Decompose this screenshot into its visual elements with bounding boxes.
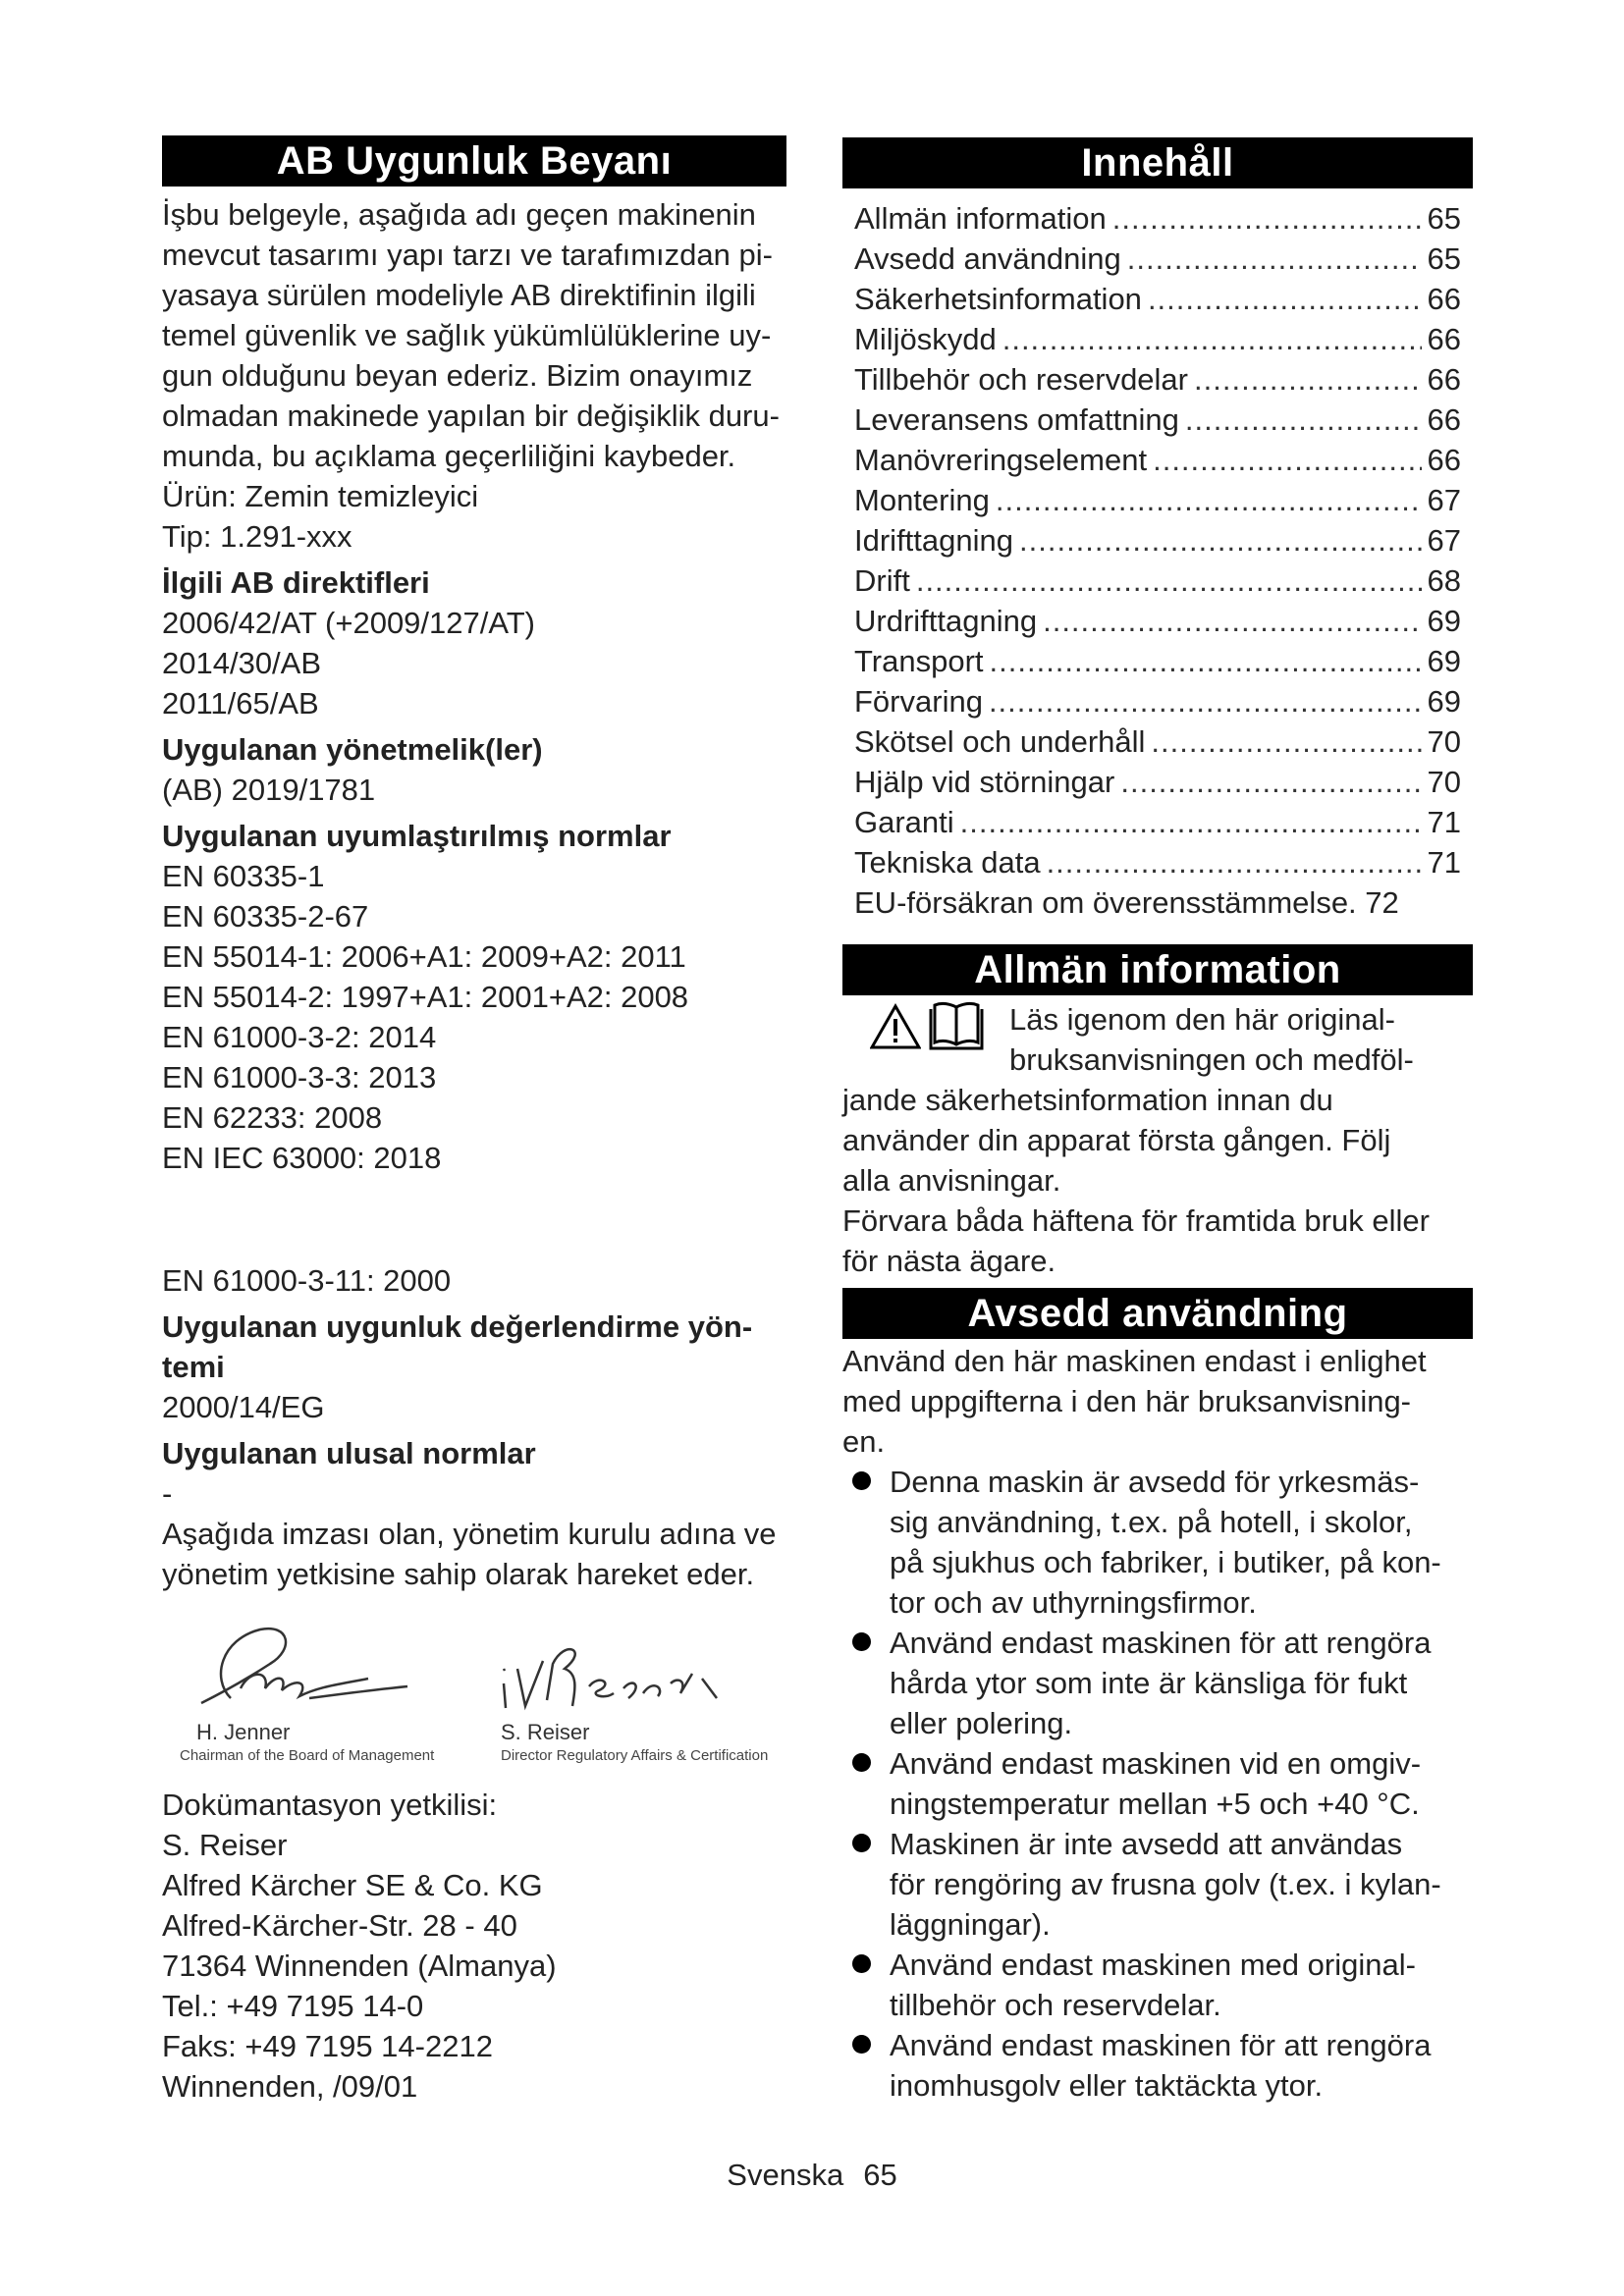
signature-jenner	[172, 1610, 427, 1723]
toc-page: 70	[1427, 724, 1461, 759]
contact-line: S. Reiser	[162, 1828, 288, 1862]
toc-page: 68	[1427, 563, 1461, 598]
toc-label: EU-försäkran om överensstämmelse. 72	[854, 885, 1399, 920]
signatures	[162, 1610, 786, 1777]
toc-label: Drift	[854, 563, 910, 598]
toc-label: Tekniska data	[854, 845, 1041, 880]
toc-label: Miljöskydd	[854, 322, 997, 356]
table-of-contents	[842, 198, 1473, 923]
norm-item: EN 61000-3-2: 2014	[162, 1020, 437, 1054]
type-line: Tip: 1.291-xxx	[162, 519, 352, 554]
norm-item: EN 61000-3-11: 2000	[162, 1263, 452, 1298]
bullet-icon	[852, 1471, 871, 1490]
toc-entry[interactable]	[842, 239, 1473, 279]
toc-page: 69	[1427, 684, 1461, 719]
toc-page: 66	[1427, 282, 1461, 316]
intro-line: yasaya sürülen modeliyle AB direktifinin ilgili	[162, 278, 756, 312]
toc-label: Montering	[854, 483, 990, 517]
intro-line: İşbu belgeyle, aşağıda adı geçen makinenin	[162, 197, 756, 232]
signer-role: Director Regulatory Affairs & Certification	[501, 1747, 769, 1764]
declaration-intro	[162, 194, 786, 1178]
norm-item: EN 60335-1	[162, 859, 325, 893]
signatory-line: yönetim yetkisine sahip olarak hareket eder.	[162, 1557, 755, 1591]
bullet-item: Använd endast maskinen med original- tillbehör och reservdelar.	[842, 1945, 1473, 2025]
toc-entry[interactable]	[842, 400, 1473, 440]
general-line: bruksanvisningen och medföl-	[1009, 1042, 1414, 1077]
toc-entry[interactable]	[842, 480, 1473, 520]
toc-entry[interactable]	[842, 641, 1473, 681]
toc-page: 67	[1427, 523, 1461, 558]
toc-entry[interactable]	[842, 842, 1473, 882]
documentation-contact	[162, 1785, 786, 2107]
toc-entry[interactable]	[842, 762, 1473, 802]
norm-item: EN 55014-1: 2006+A1: 2009+A2: 2011	[162, 939, 686, 974]
general-section	[842, 999, 1473, 1281]
norm-item: EN 60335-2-67	[162, 899, 369, 934]
toc-page: 69	[1427, 644, 1461, 678]
norm-item: EN IEC 63000: 2018	[162, 1141, 442, 1175]
footer-language: Svenska	[727, 2158, 844, 2192]
declaration-title: AB Uygunluk Beyanı	[162, 135, 786, 187]
toc-label: Idrifttagning	[854, 523, 1013, 558]
general-line: för nästa ägare.	[842, 1244, 1056, 1278]
toc-label: Säkerhetsinformation	[854, 282, 1142, 316]
toc-label: Förvaring	[854, 684, 983, 719]
intended-use-line: Använd den här maskinen endast i enlighet	[842, 1344, 1427, 1378]
bullet-icon	[852, 2035, 871, 2054]
toc-page: 71	[1427, 845, 1461, 880]
toc-page: 71	[1427, 805, 1461, 839]
intended-use-bullets	[842, 1462, 1473, 2106]
regulations-heading: Uygulanan yönetmelik(ler)	[162, 732, 543, 767]
toc-page: 66	[1427, 322, 1461, 356]
manual-book-icon	[925, 999, 988, 1054]
intro-line: olmadan makinede yapılan bir değişiklik duru-	[162, 399, 780, 433]
bullet-item: Maskinen är inte avsedd att användas för rengöring av frusna golv (t.ex. i kylan- läggningar).	[842, 1824, 1473, 1945]
signature-reiser	[496, 1629, 751, 1718]
page-number: 65	[863, 2158, 897, 2192]
toc-entry-last[interactable]	[842, 882, 1473, 923]
bullet-icon	[852, 1834, 871, 1852]
toc-entry[interactable]	[842, 681, 1473, 721]
signer-name: H. Jenner	[196, 1720, 291, 1744]
toc-page: 65	[1427, 241, 1461, 276]
norm-item: EN 61000-3-3: 2013	[162, 1060, 437, 1095]
toc-label: Avsedd användning	[854, 241, 1121, 276]
contact-line: 71364 Winnenden (Almanya)	[162, 1949, 557, 1983]
bullet-icon	[852, 1753, 871, 1772]
intended-use-section	[842, 1341, 1473, 2106]
toc-label: Manövreringselement	[854, 443, 1148, 477]
national-heading: Uygulanan ulusal normlar	[162, 1436, 536, 1470]
intro-line: mevcut tasarımı yapı tarzı ve tarafımızdan pi-	[162, 238, 773, 272]
assessment-item: 2000/14/EG	[162, 1390, 325, 1424]
toc-page: 66	[1427, 362, 1461, 397]
toc-label: Garanti	[854, 805, 954, 839]
warning-triangle-icon	[870, 1003, 921, 1050]
toc-entry[interactable]	[842, 520, 1473, 561]
bullet-icon	[852, 1954, 871, 1973]
general-line: Förvara båda häftena för framtida bruk eller	[842, 1203, 1430, 1238]
intended-use-line: med uppgifterna i den här bruksanvisning-	[842, 1384, 1412, 1418]
declaration-continued	[162, 1260, 786, 1594]
bullet-item: Använd endast maskinen för att rengöra hårda ytor som inte är känsliga för fukt eller polering.	[842, 1623, 1473, 1743]
intro-line: munda, bu açıklama geçerliliğini kaybeder.	[162, 439, 736, 473]
intro-line: temel güvenlik ve sağlık yükümlülüklerine uy-	[162, 318, 772, 352]
general-line: Läs igenom den här original-	[1009, 1002, 1395, 1037]
toc-page: 67	[1427, 483, 1461, 517]
toc-entry[interactable]	[842, 561, 1473, 601]
signer-name: S. Reiser	[501, 1720, 590, 1744]
general-line: alla anvisningar.	[842, 1163, 1061, 1198]
intended-use-title: Avsedd användning	[842, 1288, 1473, 1339]
toc-page: 66	[1427, 443, 1461, 477]
assessment-heading: Uygulanan uygunluk değerlendirme yön-	[162, 1309, 753, 1344]
national-item: -	[162, 1476, 173, 1511]
general-line: jande säkerhetsinformation innan du	[842, 1083, 1333, 1117]
contact-line: Alfred-Kärcher-Str. 28 - 40	[162, 1908, 517, 1943]
contact-line: Alfred Kärcher SE & Co. KG	[162, 1868, 543, 1902]
toc-label: Hjälp vid störningar	[854, 765, 1115, 799]
contact-line: Faks: +49 7195 14-2212	[162, 2029, 493, 2063]
contact-line: Dokümantasyon yetkilisi:	[162, 1788, 498, 1822]
toc-entry[interactable]	[842, 721, 1473, 762]
directive-item: 2011/65/AB	[162, 686, 319, 721]
toc-entry[interactable]	[842, 359, 1473, 400]
toc-page: 65	[1427, 201, 1461, 236]
directive-item: 2006/42/AT (+2009/127/AT)	[162, 606, 536, 640]
toc-entry[interactable]	[842, 440, 1473, 480]
toc-page: 66	[1427, 402, 1461, 437]
general-title: Allmän information	[842, 944, 1473, 995]
toc-title: Innehåll	[842, 137, 1473, 188]
intro-line: gun olduğunu beyan ederiz. Bizim onayımız	[162, 358, 753, 393]
intended-use-line: en.	[842, 1424, 886, 1459]
bullet-icon	[852, 1632, 871, 1651]
bullet-item: Denna maskin är avsedd för yrkesmäs- sig användning, t.ex. på hotell, i skolor, på sjukhus och fabriker, i butiker, på kon- tor och av uthyrningsfirmor.	[842, 1462, 1473, 1623]
contact-line: Winnenden, /09/01	[162, 2069, 418, 2104]
product-line: Ürün: Zemin temizleyici	[162, 479, 479, 513]
regulation-item: (AB) 2019/1781	[162, 773, 376, 807]
contact-line: Tel.: +49 7195 14-0	[162, 1989, 424, 2023]
directives-heading: İlgili AB direktifleri	[162, 565, 430, 600]
bullet-item: Använd endast maskinen för att rengöra inomhusgolv eller taktäckta ytor.	[842, 2025, 1473, 2106]
toc-page: 70	[1427, 765, 1461, 799]
norm-item: EN 62233: 2008	[162, 1100, 383, 1135]
toc-label: Urdrifttagning	[854, 604, 1038, 638]
toc-entry[interactable]	[842, 279, 1473, 319]
toc-label: Leveransens omfattning	[854, 402, 1179, 437]
toc-label: Skötsel och underhåll	[854, 724, 1146, 759]
general-line: använder din apparat första gången. Följ	[842, 1123, 1391, 1157]
toc-page: 69	[1427, 604, 1461, 638]
harmonised-heading: Uygulanan uyumlaştırılmış normlar	[162, 819, 672, 853]
toc-label: Transport	[854, 644, 984, 678]
norm-item: EN 55014-2: 1997+A1: 2001+A2: 2008	[162, 980, 689, 1014]
toc-entry[interactable]	[842, 802, 1473, 842]
signatory-line: Aşağıda imzası olan, yönetim kurulu adına ve	[162, 1517, 777, 1551]
toc-entry[interactable]	[842, 319, 1473, 359]
page-footer	[0, 2158, 1624, 2193]
assessment-heading: temi	[162, 1350, 225, 1384]
signer-role: Chairman of the Board of Management	[180, 1747, 435, 1764]
directive-item: 2014/30/AB	[162, 646, 322, 680]
bullet-item: Använd endast maskinen vid en omgiv- ningstemperatur mellan +5 och +40 °C.	[842, 1743, 1473, 1824]
toc-label: Allmän information	[854, 201, 1107, 236]
toc-entry[interactable]	[842, 601, 1473, 641]
toc-label: Tillbehör och reservdelar	[854, 362, 1189, 397]
toc-entry[interactable]	[842, 198, 1473, 239]
